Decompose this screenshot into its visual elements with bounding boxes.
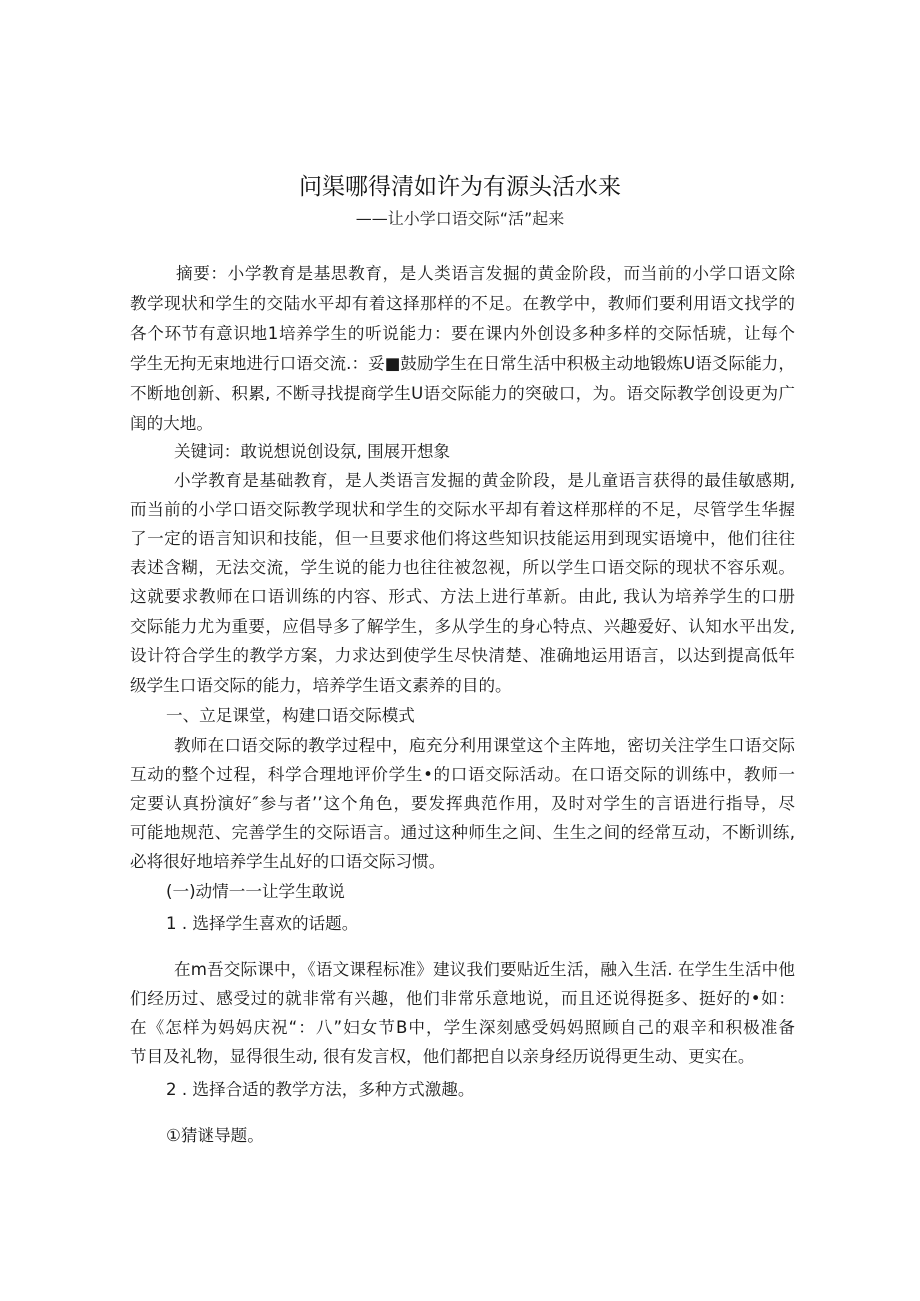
- intro-line: 而当前的小学口语交际教学现状和学生的交际水平却有着这样那样的不足，尽管学生华握: [130, 500, 795, 519]
- item-line: 在m吾交际课中，《语文课程标准》建议我们要贴近生活，融入生活. 在学生生活中他: [174, 960, 795, 979]
- list-item: 1 . 选择学生喜欢的话题。: [166, 914, 359, 933]
- intro-line: 了一定的语言知识和技能，但一旦要求他们将这些知识技能运用到现实语境中，他们往往: [130, 529, 795, 548]
- abstract-line: 不断地创新、积累, 不断寻找提商学生U语交际能力的突破口，为。语交际教学创设更为广: [130, 384, 795, 403]
- document-subtitle: ——让小学口语交际“活”起来: [355, 209, 565, 228]
- section-heading: 一、立足课堂，构建口语交际模式: [166, 706, 415, 725]
- section-line: 互动的整个过程，科学合理地评价学生•的口语交际活动。在口语交际的训练中，教师一: [130, 765, 795, 784]
- section-line: 必将很好地培养学生乩好的口语交际习惯。: [130, 852, 446, 871]
- item-line: 在《怎样为妈妈庆祝“：八”妇女节B中，学生深刻感受妈妈照顾自己的艰辛和积极准备: [130, 1018, 795, 1037]
- section-line: 教师在口语交际的教学过程中，庖充分利用课堂这个主阵地，密切关注学生口语交际: [174, 736, 795, 755]
- section-line: 可能地规范、完善学生的交际语言。通过这种师生之间、生生之间的经常互动，不断训练,: [130, 823, 795, 842]
- abstract-line: 教学现状和学生的交陆水平却有着这择那样的不足。在教学中，教师们要利用语文找学的: [130, 294, 795, 313]
- section-line: 定要认真扮演好″参与者’’这个角色，要发挥典范作用，及时对学生的言语进行指导，尽: [130, 794, 795, 813]
- intro-line: 这就要求教师在口语训练的内容、形式、方法上进行革新。由此, 我认为培养学生的口册: [130, 587, 795, 606]
- abstract-line: 各个环节有意识地1培养学生的听说能力：要在课内外创设多种多样的交际恬琥，让每个: [130, 324, 795, 343]
- list-item: ①猜谜导题。: [166, 1126, 264, 1145]
- item-line: 节目及礼物，显得很生动, 很有发言权，他们都把自以亲身经历说得更生动、更实在。: [130, 1047, 755, 1066]
- intro-line: 表述含糊，无法交流，学生说的能力也往往被忽视，所以学生口语交际的现状不容乐观。: [130, 558, 795, 577]
- list-item: 2 . 选择合适的教学方法，多种方式激趣。: [166, 1080, 475, 1099]
- intro-line: 设计符合学生的教学方案，力求达到使学生尽快清楚、准确地运用语言，以达到提高低年: [130, 646, 795, 665]
- document-title: 问渠哪得清如许为有源头活水来: [299, 174, 621, 200]
- subsection-heading: (一)动情一一让学生敢说: [166, 882, 345, 901]
- abstract-line: 学生无拘无束地进行口语交流.：妥■鼓励学生在日常生活中积极主动地锻炼U语爻际能力，: [130, 354, 795, 373]
- keywords: 关键词：敢说想说创设氛, 围展开想象: [174, 442, 451, 461]
- intro-line: 交际能力尤为重要，应倡导多了解学生，多从学生的身心特点、兴趣爱好、认知水平出发,: [130, 617, 795, 636]
- abstract-line: 摘要：小学教育是基思教育，是人类语言发掘的黄金阶段，而当前的小学口语文除: [176, 264, 795, 283]
- intro-line: 级学生口语交际的能力，培养学生语文素养的目的。: [130, 676, 512, 695]
- intro-line: 小学教育是基础教育，是人类语言发掘的黄金阶段，是儿童语言获得的最佳敏感期,: [174, 471, 795, 490]
- item-line: 们经历过、感受过的就非常有兴趣，他们非常乐意地说，而且还说得挺多、挺好的•如：: [130, 989, 795, 1008]
- abstract-line: 闺的大地。: [130, 414, 213, 433]
